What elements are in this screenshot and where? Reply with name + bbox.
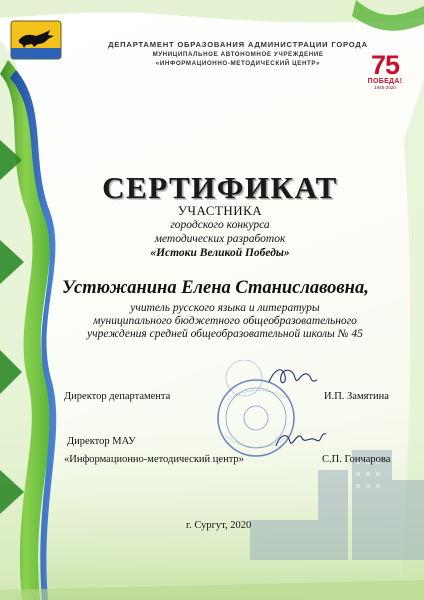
header-line1: ДЕПАРТАМЕНТ ОБРАЗОВАНИЯ АДМИНИСТРАЦИИ ГОРОДА <box>108 40 368 49</box>
badge-number: 75 <box>370 50 400 80</box>
subtitle-line2: методических разработок <box>154 233 286 245</box>
signature1-name: И.П. Замятина <box>324 391 389 402</box>
victory-75-badge <box>360 52 410 90</box>
badge-word: ПОБЕДА! <box>367 78 403 85</box>
subtitle-line1: городского конкурса <box>170 219 270 231</box>
badge-years: 1945-2020 <box>374 85 396 90</box>
participant-label: УЧАСТНИКА <box>177 203 263 218</box>
place-and-year: г. Сургут, 2020 <box>186 520 252 531</box>
role-line1: учитель русского языка и литературы <box>130 302 320 314</box>
signature2-title-line1: Директор МАУ <box>67 436 136 447</box>
subtitle-block <box>60 204 380 260</box>
recipient <box>62 278 402 299</box>
signature1-title: Директор департамента <box>64 391 171 402</box>
role-line2: муниципального бюджетного общеобразовательного <box>93 315 357 327</box>
recipient-name: Устюжанина Елена Станиславовна <box>62 278 365 298</box>
recipient-role <box>55 302 395 341</box>
signature-scribble <box>265 362 325 392</box>
certificate-title: СЕРТИФИКАТ <box>102 170 338 205</box>
recipient-comma: , <box>364 278 369 298</box>
signature2-title-line2: «Информационно-методический центр» <box>64 454 244 465</box>
signature-scribble <box>272 424 330 454</box>
contest-name: «Истоки Великой Победы» <box>150 247 290 259</box>
surgut-emblem-icon <box>10 20 62 60</box>
signature2-name: С.П. Гончарова <box>322 454 391 465</box>
header-line2: МУНИЦИПАЛЬНОЕ АВТОНОМНОЕ УЧРЕЖДЕНИЕ <box>152 51 324 58</box>
header-line3: «ИНФОРМАЦИОННО-МЕТОДИЧЕСКИЙ ЦЕНТР» <box>155 60 321 67</box>
role-line3: учреждения средней общеобразовательной школы № 45 <box>87 328 363 340</box>
organization-header <box>78 40 398 67</box>
